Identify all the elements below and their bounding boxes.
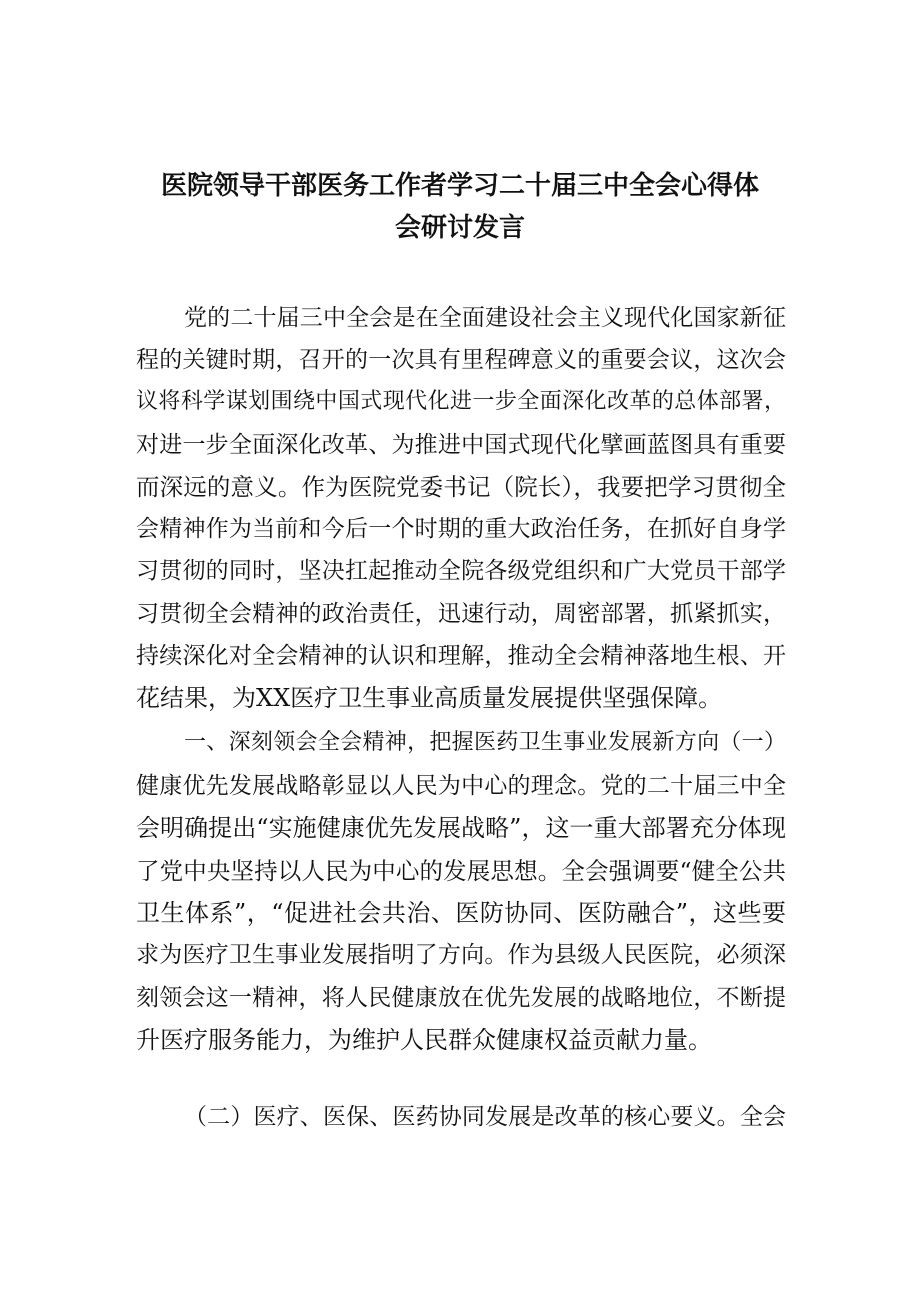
body-line: 了党中央坚持以人民为中心的发展思想。全会强调要“健全公共 <box>136 857 786 885</box>
body-line: 而深远的意义。作为医院党委书记（院长），我要把学习贯彻全 <box>136 473 786 501</box>
document-title-line-1: 医院领导干部医务工作者学习二十届三中全会心得体 <box>160 171 759 201</box>
document-title-line-2: 会研讨发言 <box>394 213 525 243</box>
body-line: 会精神作为当前和今后一个时期的重大政治任务，在抓好自身学 <box>136 516 786 542</box>
body-line: 刻领会这一精神，将人民健康放在优先发展的战略地位，不断提 <box>136 985 786 1011</box>
body-line: 党的二十届三中全会是在全面建设社会主义现代化国家新征 <box>184 305 786 331</box>
body-line: 会明确提出“实施健康优先发展战略”，这一重大部署充分体现 <box>136 814 786 842</box>
body-line: 一、深刻领会全会精神，把握医药卫生事业发展新方向（一） <box>184 730 786 755</box>
body-line: 升医疗服务能力，为维护人民群众健康权益贡献力量。 <box>136 1026 712 1054</box>
body-line: 程的关键时期，召开的一次具有里程碑意义的重要会议，这次会 <box>136 347 786 373</box>
body-line: 求为医疗卫生事业发展指明了方向。作为县级人民医院，必须深 <box>136 942 786 968</box>
body-line: 对进一步全面深化改革、为推进中国式现代化擘画蓝图具有重要 <box>136 432 786 458</box>
body-line: 习贯彻全会精神的政治责任，迅速行动，周密部署，抓紧抓实， <box>136 601 786 627</box>
body-line: 健康优先发展战略彰显以人民为中心的理念。党的二十届三中全 <box>136 773 786 799</box>
body-line: 习贯彻的同时，坚决扛起推动全院各级党组织和广大党员干部学 <box>136 558 786 584</box>
body-line: 花结果，为XX医疗卫生事业高质量发展提供坚强保障。 <box>136 684 723 712</box>
body-line: 议将科学谋划围绕中国式现代化进一步全面深化改革的总体部署， <box>136 389 786 414</box>
body-line: 卫生体系”，“促进社会共治、医防协同、医防融合”，这些要 <box>136 899 786 927</box>
body-line: 持续深化对全会精神的认识和理解，推动全会精神落地生根、开 <box>136 643 786 669</box>
body-line: （二）医疗、医保、医药协同发展是改革的核心要义。全会 <box>184 1104 786 1130</box>
